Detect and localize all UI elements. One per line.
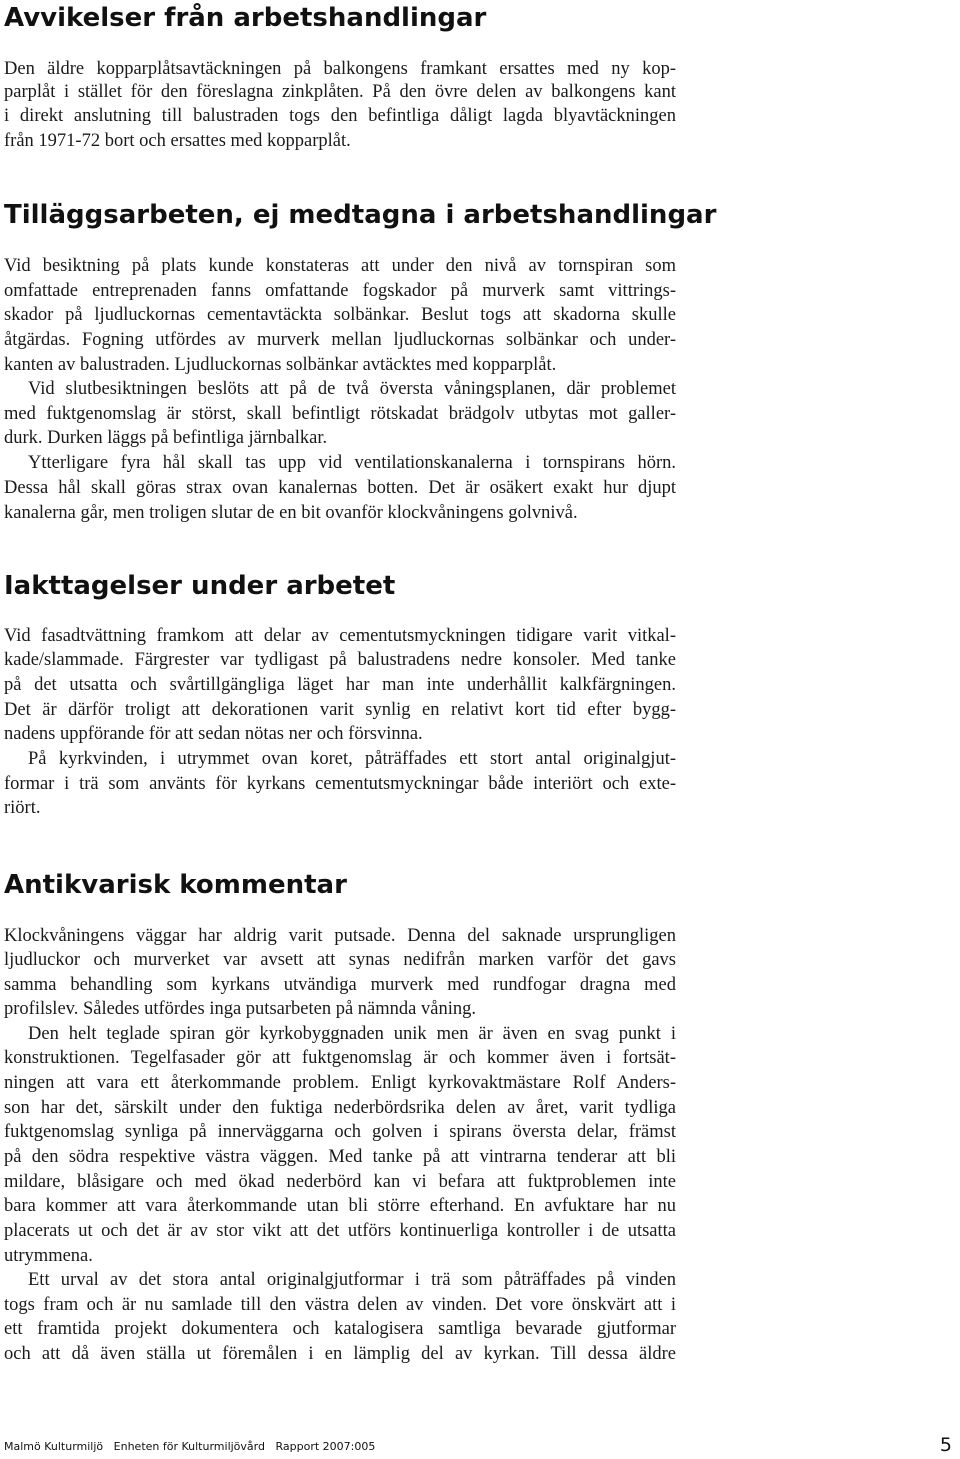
text-line: på det utsatta och svårtillgängliga läget har man inte underhållit kalkfärgningen. — [4, 675, 676, 695]
text-line: parplåt i stället för den föreslagna zinkplåten. På den övre delen av balkongens kant — [4, 82, 676, 102]
text-line: Den helt teglade spiran gör kyrkobyggnaden unik men är även en svag punkt i — [28, 1024, 676, 1044]
text-line: Klockvåningens väggar har aldrig varit putsade. Denna del saknade ursprungligen — [4, 926, 676, 946]
text-line: åtgärdas. Fogning utfördes av murverk mellan ljudluckornas solbänkar och under- — [4, 330, 676, 350]
text-line: ljudluckor och murverket var avsett att synas nedifrån marken varför det gavs — [4, 950, 676, 970]
text-line: nadens uppförande för att sedan nötas ner och försvinna. — [4, 724, 423, 744]
text-line: samma behandling som kyrkans utvändiga murverk med rundfogar dragna med — [4, 975, 676, 995]
text-line: och att då även ställa ut föremålen i en lämplig del av kyrkan. Till dessa äldre — [4, 1344, 676, 1364]
section-heading: Tilläggsarbeten, ej medtagna i arbetshandlingar — [4, 200, 717, 230]
text-line: från 1971-72 bort och ersattes med kopparplåt. — [4, 131, 351, 151]
footer-unit: Enheten för Kulturmiljövård — [113, 1440, 265, 1453]
text-line: utrymmena. — [4, 1246, 93, 1266]
text-line: På kyrkvinden, i utrymmet ovan koret, påträffades ett stort antal originalgjut- — [28, 749, 676, 769]
section-heading: Avvikelser från arbetshandlingar — [4, 3, 487, 33]
text-line: kanalerna går, men troligen slutar de en bit ovanför klockvåningens golvnivå. — [4, 503, 578, 523]
text-line: kanten av balustraden. Ljudluckornas solbänkar avtäcktes med kopparplåt. — [4, 355, 557, 375]
text-line: kade/slammade. Färgrester var tydligast på balustradens nedre konsoler. Med tanke — [4, 650, 676, 670]
text-line: skador på ljudluckornas cementavtäckta solbänkar. Beslut togs att skadorna skulle — [4, 305, 676, 325]
text-line: Ett urval av det stora antal originalgjutformar i trä som påträffades på vinden — [28, 1270, 676, 1290]
text-line: son har det, särskilt under den fuktiga nederbördsrika delen av året, varit tydliga — [4, 1098, 676, 1118]
text-line: på den södra respektive västra väggen. Med tanke på att vintrarna tenderar att bli — [4, 1147, 676, 1167]
text-line: i direkt anslutning till balustraden togs den befintliga dåligt lagda blyavtäckningen — [4, 106, 676, 126]
footer-report: Rapport 2007:005 — [275, 1440, 376, 1453]
page-footer — [4, 1440, 382, 1454]
text-line: Vid fasadtvättning framkom att delar av cementutsmyckningen tidigare varit vitkal- — [4, 626, 676, 646]
text-line: ningen att vara ett återkommande problem. Enligt kyrkovaktmästare Rolf Anders- — [4, 1073, 676, 1093]
text-line: Vid besiktning på plats kunde konstateras att under den nivå av tornspiran som — [4, 256, 676, 276]
text-line: omfattade entreprenaden fanns omfattande fogskador på murverk samt vittrings- — [4, 281, 676, 301]
text-line: ett framtida projekt dokumentera och katalogisera samtliga bevarade gjutformar — [4, 1319, 676, 1339]
text-line: Det är därför troligt att dekorationen varit synlig en relativt kort tid efter bygg- — [4, 700, 676, 720]
page-number: 5 — [939, 1434, 952, 1456]
text-line: konstruktionen. Tegelfasader gör att fuktgenomslag är och kommer även i fortsät- — [4, 1048, 676, 1068]
text-line: togs fram och är nu samlade till den västra delen av vinden. Det vore önskvärt att i — [4, 1295, 676, 1315]
text-line: Den äldre kopparplåtsavtäckningen på balkongens framkant ersattes med ny kop- — [4, 59, 676, 79]
text-line: Vid slutbesiktningen beslöts att på de två översta våningsplanen, där problemet — [28, 379, 676, 399]
text-line: med fuktgenomslag är störst, skall befintligt rötskadat brädgolv utbytas mot galler- — [4, 404, 676, 424]
section-heading: Iakttagelser under arbetet — [4, 571, 396, 601]
text-line: formar i trä som använts för kyrkans cementutsmyckningar både interiört och exte- — [4, 774, 676, 794]
text-line: mildare, blåsigare och med ökad nederbörd kan vi befara att fuktproblemen inte — [4, 1172, 676, 1192]
text-line: placerats ut och det är av stor vikt att det utförs kontinuerliga kontroller i de utsatta — [4, 1221, 676, 1241]
text-line: durk. Durken läggs på befintliga järnbalkar. — [4, 428, 328, 448]
text-line: riört. — [4, 798, 41, 818]
text-line: Ytterligare fyra hål skall tas upp vid ventilationskanalerna i tornspirans hörn. — [28, 453, 676, 473]
footer-org: Malmö Kulturmiljö — [4, 1440, 104, 1453]
text-line: profilslev. Således utfördes inga putsarbeten på nämnda våning. — [4, 999, 476, 1019]
text-line: fuktgenomslag synliga på innerväggarna och golven i spirans översta delar, främst — [4, 1122, 676, 1142]
section-heading: Antikvarisk kommentar — [4, 870, 347, 900]
text-line: bara kommer att vara återkommande utan bli större efterhand. En avfuktare har nu — [4, 1196, 676, 1216]
text-line: Dessa hål skall göras strax ovan kanalernas botten. Det är osäkert exakt hur djupt — [4, 478, 676, 498]
